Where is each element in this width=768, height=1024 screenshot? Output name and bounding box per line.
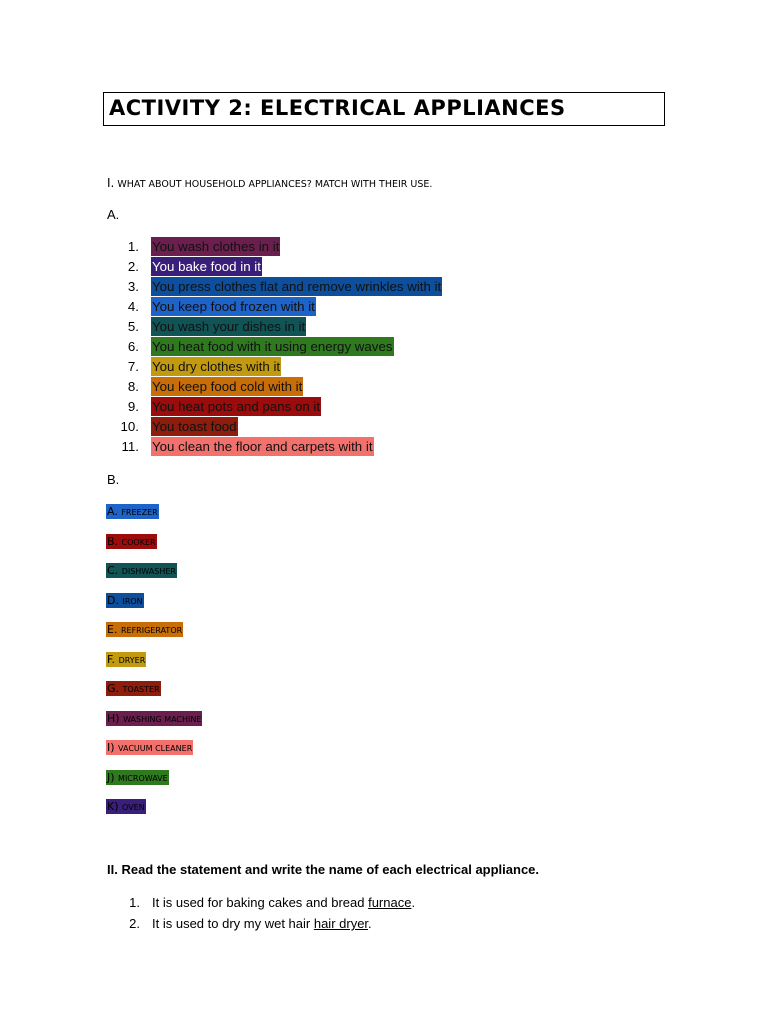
appliance-name: VACUUM CLEANER: [118, 744, 193, 753]
use-item-number: 11.: [121, 439, 139, 454]
appliance-name: DISHWASHER: [121, 567, 176, 576]
use-item-text: You wash your dishes in it: [152, 319, 306, 334]
section-1-numeral: I.: [107, 176, 115, 190]
use-item-number: 3.: [127, 279, 139, 294]
appliance-letter: K): [107, 800, 123, 813]
appliance-item: [106, 504, 159, 519]
appliance-letter: F.: [107, 652, 119, 666]
section-2-heading: II. Read the statement and write the name of each electrical appliance.: [107, 862, 540, 877]
use-item-number: 2.: [127, 259, 139, 274]
statement-answer: hair dryer: [313, 916, 369, 931]
appliance-name: MICROWAVE: [118, 773, 168, 783]
appliance-name: DRYER: [118, 655, 146, 665]
appliance-letter: C.: [107, 564, 122, 577]
use-item-number: 10.: [120, 419, 139, 434]
statement-number: 2.: [129, 916, 140, 931]
appliance-name: REFRIGERATOR: [120, 626, 183, 635]
appliance-letter: I): [107, 741, 119, 754]
appliance-name: WASHING MACHINE: [123, 714, 202, 724]
appliance-letter: D.: [107, 593, 123, 607]
appliance-name: IRON: [122, 596, 143, 606]
statement-prompt: It is used to dry my wet hair: [152, 916, 314, 931]
part-b-label: B.: [107, 472, 120, 487]
use-item-number: 4.: [127, 299, 139, 314]
use-item-number: 6.: [127, 339, 139, 354]
statement-text: [152, 894, 415, 912]
statement-end: .: [411, 895, 416, 910]
appliance-letter: B.: [107, 534, 122, 548]
use-item-number: 8.: [127, 379, 139, 394]
use-item-text: You heat food with it using energy waves: [152, 339, 393, 354]
appliance-item: [106, 622, 183, 637]
appliance-name: TOASTER: [122, 685, 160, 694]
appliance-letter: J): [107, 770, 119, 784]
appliance-item: [106, 534, 157, 549]
appliance-name: FREEZER: [121, 508, 158, 517]
appliance-item: [106, 740, 193, 755]
use-item-text: You bake food in it: [152, 259, 261, 274]
appliance-item: [106, 563, 177, 578]
use-item-text: You keep food frozen with it: [152, 299, 315, 314]
use-item-text: You toast food: [152, 419, 237, 434]
use-item-text: You heat pots and pans on it: [152, 399, 321, 414]
use-item-text: You press clothes flat and remove wrinkles with it: [152, 279, 442, 294]
section-1-instruction: [107, 176, 432, 190]
statement-text: [152, 915, 372, 933]
appliance-letter: H): [107, 711, 124, 725]
section-1-instruction-text: WHAT ABOUT HOUSEHOLD APPLIANCES? MATCH WITH THEIR USE.: [117, 179, 433, 190]
appliance-letter: G.: [107, 682, 123, 695]
use-item-text: You wash clothes in it: [152, 239, 280, 254]
appliance-letter: E.: [107, 623, 121, 636]
appliance-item: [106, 711, 202, 726]
appliance-item: [106, 770, 169, 785]
page-title: ACTIVITY 2: ELECTRICAL APPLIANCES: [109, 96, 566, 120]
appliance-item: [106, 593, 144, 608]
use-item-number: 7.: [127, 359, 139, 374]
statement-prompt: It is used for baking cakes and bread: [152, 895, 369, 910]
statement-answer: furnace: [368, 895, 412, 910]
use-item-text: You keep food cold with it: [152, 379, 303, 394]
use-item-number: 1.: [127, 239, 139, 254]
appliance-item: [106, 652, 146, 667]
part-a-label: A.: [107, 207, 120, 222]
use-item-number: 9.: [127, 399, 139, 414]
appliance-item: [106, 799, 146, 814]
appliance-name: COOKER: [121, 537, 156, 547]
appliance-letter: A.: [107, 505, 122, 518]
statement-number: 1.: [129, 895, 140, 910]
use-item-text: You dry clothes with it: [152, 359, 281, 374]
use-item-number: 5.: [127, 319, 139, 334]
use-item-text: You clean the floor and carpets with it: [152, 439, 373, 454]
title-box: [103, 92, 665, 126]
appliance-name: OVEN: [122, 803, 145, 812]
appliance-item: [106, 681, 161, 696]
statement-end: .: [368, 916, 372, 931]
